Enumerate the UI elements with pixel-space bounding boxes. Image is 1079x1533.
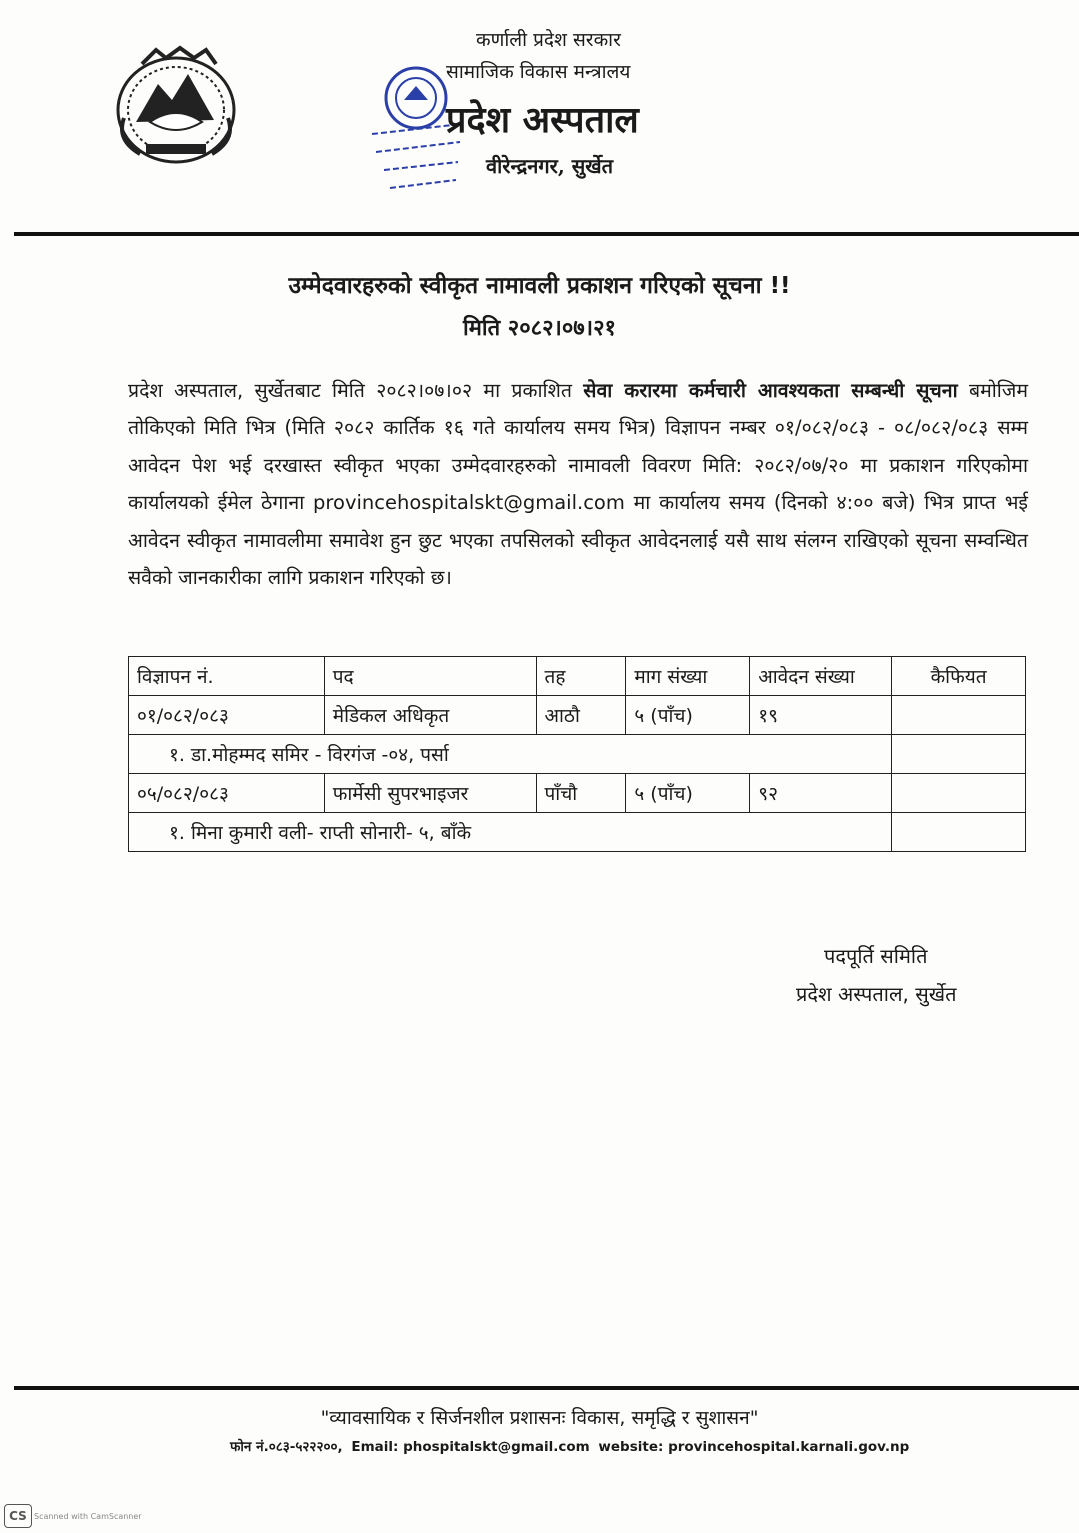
cell-candidate-remarks <box>892 735 1026 774</box>
signature-committee: पदपूर्ति समिति <box>824 944 928 968</box>
cell-level: पाँचौ <box>536 774 626 813</box>
cell-candidate: १. मिना कुमारी वली- राप्ती सोनारी- ५, बाँके <box>129 813 892 852</box>
cell-candidate: १. डा.मोहम्मद समिर - विरगंज -०४, पर्सा <box>129 735 892 774</box>
candidate-row <box>129 813 1026 852</box>
candidate-table <box>128 656 1026 852</box>
cell-remarks <box>892 774 1026 813</box>
table-header-row <box>129 657 1026 696</box>
cell-applications: १९ <box>750 696 892 735</box>
col-header-level: तह <box>536 657 626 696</box>
notice-title: उम्मेदवारहरुको स्वीकृत नामावली प्रकाशन गरिएको सूचना !! <box>288 273 791 299</box>
table-row <box>129 774 1026 813</box>
cell-ad-no: ०१/०८२/०८३ <box>129 696 325 735</box>
cell-demand: ५ (पाँच) <box>626 696 750 735</box>
body-bold: सेवा करारमा कर्मचारी आवश्यकता सम्बन्धी सूचना <box>583 379 958 402</box>
table-row <box>129 696 1026 735</box>
cell-post: मेडिकल अधिकृत <box>324 696 536 735</box>
notice-date: मिति २०८२।०७।२१ <box>463 316 616 341</box>
col-header-remarks: कैफियत <box>892 657 1026 696</box>
header-address: वीरेन्द्रनगर, सुर्खेत <box>486 154 614 178</box>
header-hospital: प्रदेश अस्पताल <box>446 99 639 141</box>
header-divider <box>14 232 1079 236</box>
body-part-2: बमोजिम तोकिएको मिति भित्र (मिति २०८२ कार्तिक १६ गते कार्यालय समय भित्र) विज्ञापन नम्बर ०१/०८२/०८३ - ०८/०८२/०८३ सम्म आवेदन पेश भई दरखास्त स्वीकृत भएका उम्मेदवारहरुको नामावली विवरण मिति: २०८२/०७/२० मा प्रकाशन गरिएकोमा कार्यालयको ईमेल ठेगाना provincehospitalskt@gmail.com मा कार्यालय समय (दिनको ४:०० बजे) भित्र प्राप्त भई आवेदन स्वीकृत नामावलीमा समावेश हुन छुट भएका तपसिलको स्वीकृत आवेदनलाई यसै साथ संलग्न राखिएको सूचना सम्वन्धित सवैको जानकारीका लागि प्रकाशन गरिएको छ। <box>128 379 1028 590</box>
body-part-1: प्रदेश अस्पताल, सुर्खेतबाट मिति २०८२।०७।०२ मा प्रकाशित <box>128 379 584 402</box>
footer-phone: फोन नं.०८३-५२२२००, <box>230 1439 343 1455</box>
notice-body <box>128 372 1028 596</box>
cell-demand: ५ (पाँच) <box>626 774 750 813</box>
cell-applications: ९२ <box>750 774 892 813</box>
col-header-applications: आवेदन संख्या <box>750 657 892 696</box>
cell-ad-no: ०५/०८२/०८३ <box>129 774 325 813</box>
footer-divider <box>14 1386 1079 1390</box>
government-emblem <box>106 44 246 166</box>
col-header-ad-no: विज्ञापन नं. <box>129 657 325 696</box>
footer-email: Email: phospitalskt@gmail.com <box>351 1439 590 1455</box>
footer-website: website: provincehospital.karnali.gov.np <box>598 1439 910 1455</box>
footer-contact <box>230 1437 913 1455</box>
col-header-demand: माग संख्या <box>626 657 750 696</box>
signature-office: प्रदेश अस्पताल, सुर्खेत <box>796 982 957 1006</box>
header-ministry: सामाजिक विकास मन्त्रालय <box>446 61 631 83</box>
col-header-post: पद <box>324 657 536 696</box>
candidate-row <box>129 735 1026 774</box>
cell-post: फार्मेसी सुपरभाइजर <box>324 774 536 813</box>
camscanner-logo: CS <box>4 1504 32 1528</box>
header-government: कर्णाली प्रदेश सरकार <box>476 29 621 51</box>
cell-level: आठौ <box>536 696 626 735</box>
footer-motto: "व्यावसायिक र सिर्जनशील प्रशासनः विकास, समृद्धि र सुशासन" <box>320 1407 759 1429</box>
cell-candidate-remarks <box>892 813 1026 852</box>
camscanner-text: Scanned with CamScanner <box>34 1512 142 1521</box>
cell-remarks <box>892 696 1026 735</box>
